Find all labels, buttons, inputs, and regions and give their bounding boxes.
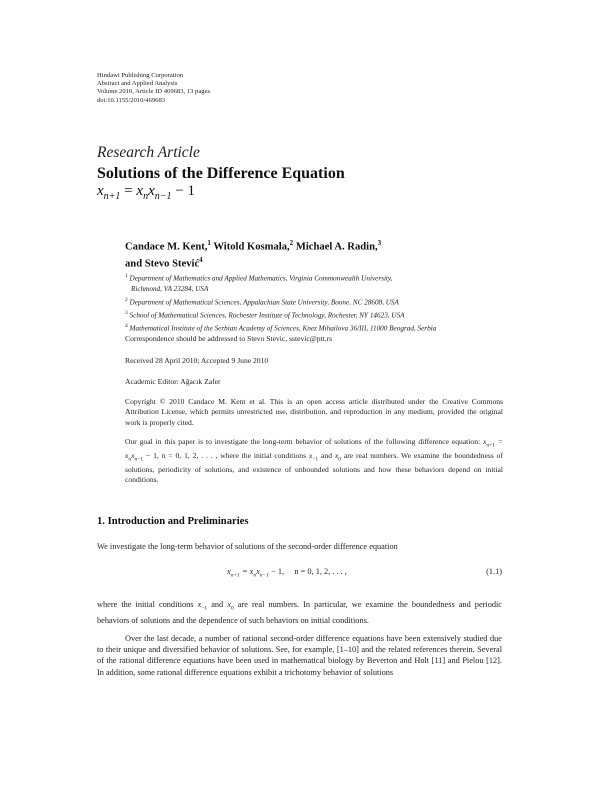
equation-number: (1.1) (486, 567, 502, 576)
author-name: Candace M. Kent, (125, 241, 208, 253)
title-equation: $x_{n+1} = x_nx_{n-1} - 1$ (97, 183, 195, 202)
author-list: Candace M. Kent,$^1$ Witold Kosmala,$^2$ Michael A. Radin,$^3$ and Stevo Stević$^4$ (125, 239, 382, 270)
affiliations (125, 271, 505, 334)
doi[interactable]: doi:10.1155/2010/469683 (97, 96, 166, 104)
copyright-notice: Copyright © 2010 Candace M. Kent et al. This is an open access article distributed under the Creative Commons Attribution License, which permits unrestricted use, distribution, and reproduction in any medium, provided the original work is properly cited. (125, 397, 503, 427)
affiliation-continued: Richmond, VA 23284, USA (131, 284, 209, 293)
affiliation: $^2$ Department of Mathematical Sciences, Appalachian State University, Boone, NC 28608, USA (125, 296, 399, 306)
journal-name: Abstract and Applied Analysis (97, 80, 178, 88)
author-name: and Stevo Stević (125, 258, 200, 270)
publication-header (97, 72, 210, 105)
equation-formula: $x_{n+1} = x_nx_{n-1} - 1$, n = 0, 1, 2, . . . , (227, 567, 347, 579)
correspondence: Correspondence should be addressed to Stevo Stevic, sstevic@ptt.rs (125, 334, 333, 343)
abstract: Our goal in this paper is to investigate the long-term behavior of solutions of the following difference equation: $x_{n+1} = x_nx_{n-1} - 1$, n = 0, 1, 2, . . . , where the initial conditions $x_{-1}$ and $x_0$ are real numbers. We examine the boundedness of solutions, periodicity of solutions, and existence of unbounded solutions and how these behaviors depend on initial conditions. (125, 437, 503, 485)
paper-title: Solutions of the Difference Equation (97, 165, 345, 182)
received-accepted-dates: Received 28 April 2010; Accepted 9 June 2010 (125, 356, 269, 365)
affiliation: $^4$ Mathematical Institute of the Serbian Academy of Sciences, Knez Mihailova 36/III, 11000 Beograd, Serbia (125, 322, 437, 332)
author-name: Witold Kosmala, (210, 241, 290, 253)
affiliation: $^1$ Department of Mathematics and Applied Mathematics, Virginia Commonwealth University, (125, 273, 393, 283)
section-heading: 1. Introduction and Preliminaries (97, 516, 249, 527)
paragraph: Over the last decade, a number of rational second-order difference equations have been extensively studied due to their unique and diversified behavior of solutions. See, for example, [1–10] and the related references therein. Several of the rational difference equations have been used in mathematical biology by Beverton and Holt [11] and Pielou [12]. In addition, some rational difference equations exhibit a trichotomy behavior of solutions (97, 634, 502, 677)
author-name: Michael A. Radin, (293, 241, 378, 253)
affiliation: $^3$ School of Mathematical Sciences, Rochester Institute of Technology, Rochester, NY 14623, USA (125, 309, 405, 319)
paragraph: where the initial conditions $x_{-1}$ and $x_0$ are real numbers. In particular, we examine the boundedness and periodic behaviors of solutions and the dependence of such behaviors on initial conditions. (97, 600, 502, 625)
academic-editor: Academic Editor: Ağacık Zafer (125, 377, 221, 386)
intro-sentence: We investigate the long-term behavior of solutions of the second-order difference equation (97, 542, 398, 551)
volume-info: Volume 2010, Article ID 469683, 13 pages (97, 88, 211, 96)
article-type: Research Article (97, 144, 200, 161)
publisher-name: Hindawi Publishing Corporation (97, 72, 184, 79)
equation-1-1 (97, 567, 502, 579)
